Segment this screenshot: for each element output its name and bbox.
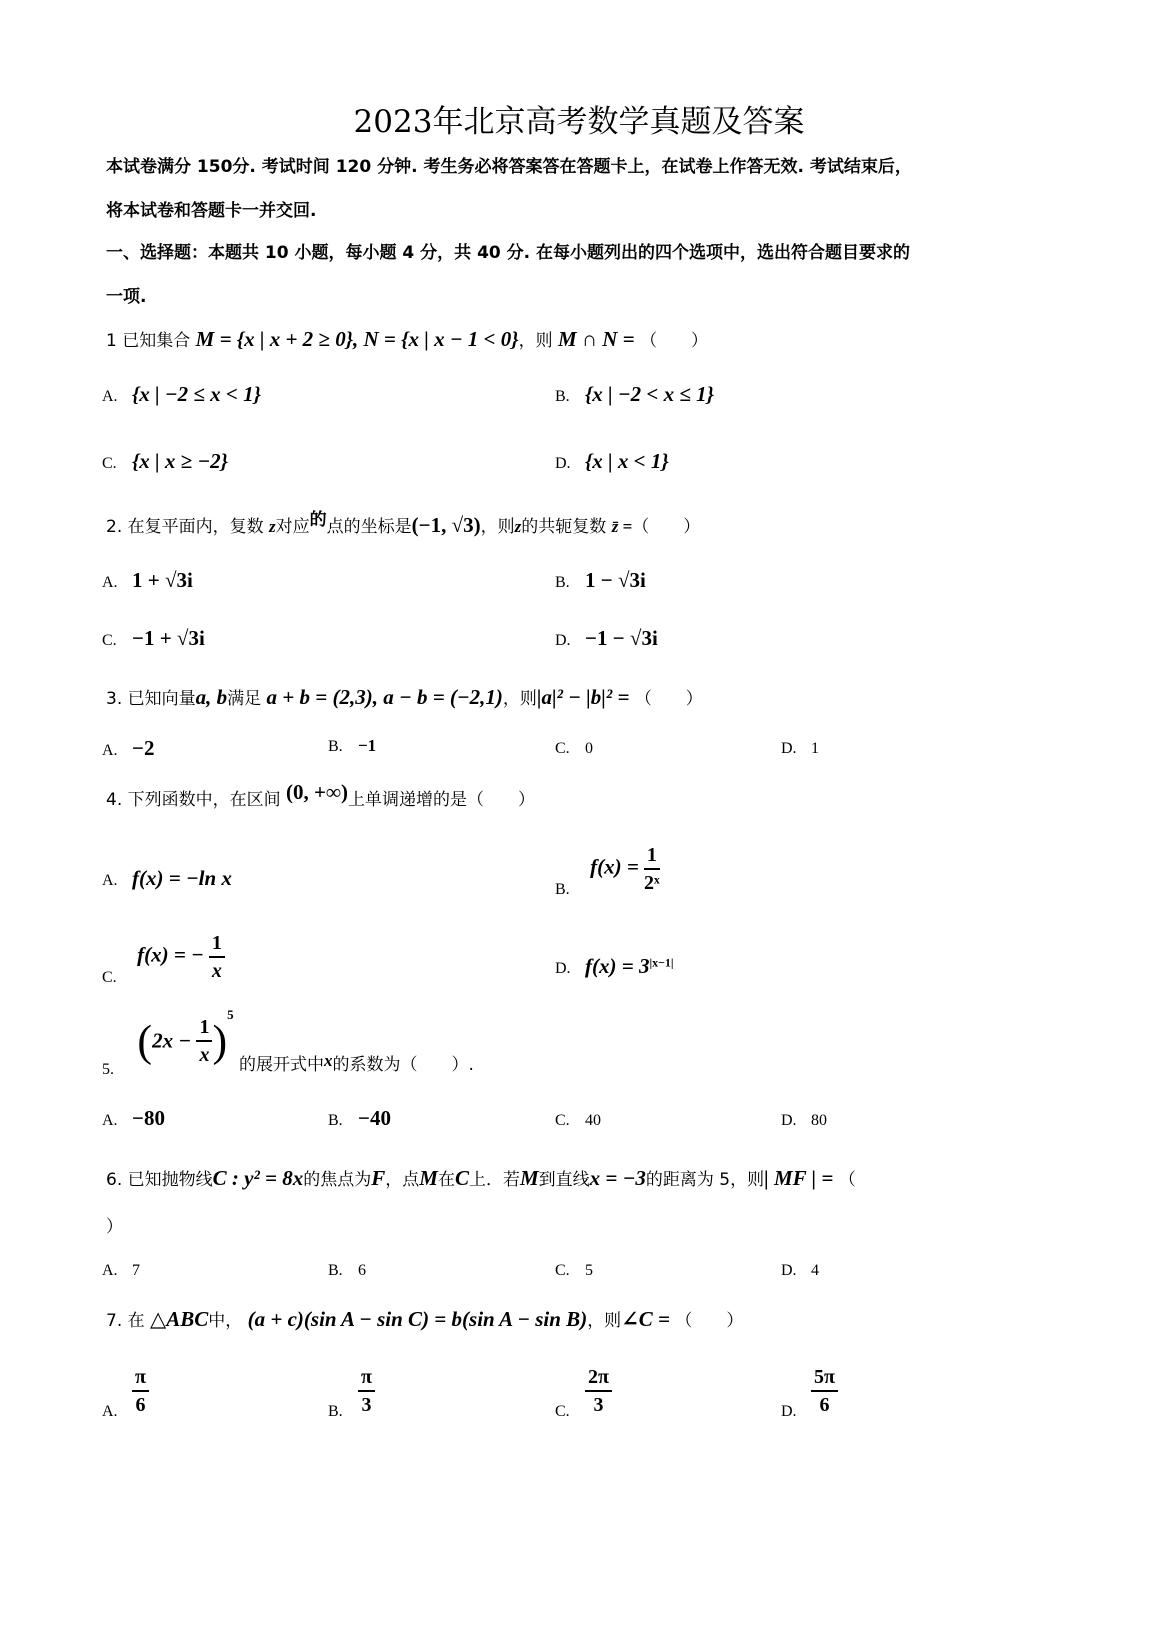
- question-5: [102, 1007, 474, 1079]
- section-heading-2: 一项.: [106, 287, 147, 307]
- option-b: [328, 736, 376, 756]
- option-a: [102, 568, 193, 593]
- math-expression: C : y² = 8x: [212, 1166, 304, 1190]
- fraction: [811, 1364, 838, 1418]
- option-value: 7: [132, 1262, 140, 1279]
- option-label: B.: [328, 1402, 343, 1420]
- denominator: x: [211, 960, 222, 982]
- option-label: B.: [328, 1112, 343, 1129]
- question-text: ，则: [502, 689, 537, 709]
- math-expression: z̄ =: [611, 517, 633, 536]
- option-value: 40: [585, 1112, 601, 1129]
- option-d: [555, 449, 669, 474]
- denominator: 6: [819, 1394, 830, 1416]
- numerator: π: [132, 1364, 149, 1392]
- option-math: {x | −2 ≤ x < 1}: [132, 382, 261, 406]
- math-expression: (a + c)(sin A − sin C) = b(sin A − sin B): [247, 1307, 588, 1331]
- option-c: [555, 740, 593, 758]
- option-label: B.: [555, 880, 570, 898]
- exponent: |x−1|: [649, 955, 674, 970]
- option-label: A.: [102, 574, 118, 591]
- intro-line-2: 将本试卷和答题卡一并交回.: [106, 201, 317, 221]
- math-symbol: M: [519, 1166, 539, 1190]
- question-text: 上．若: [468, 1170, 520, 1190]
- math-expression: ∠C =: [621, 1307, 671, 1331]
- option-label: B.: [555, 574, 570, 591]
- math-symbol: C: [454, 1166, 469, 1190]
- intro-line-1: 本试卷满分 150分. 考试时间 120 分钟. 考生务必将答案答在答题卡上，在试卷上作答无效. 考试结束后，: [106, 157, 912, 177]
- math-expression: M = {x | x + 2 ≥ 0}, N = {x | x − 1 < 0}: [195, 327, 519, 351]
- option-label: A.: [102, 1402, 118, 1420]
- question-text: 点的坐标是: [326, 517, 412, 537]
- question-text: 下列函数中，在区间: [127, 790, 281, 810]
- fraction: [209, 930, 225, 984]
- question-text: 已知集合: [122, 331, 191, 351]
- option-a: [102, 382, 261, 407]
- option-c: [555, 1112, 601, 1130]
- option-value: 5: [585, 1262, 593, 1279]
- question-text: ，则: [587, 1311, 622, 1331]
- numerator: 1: [209, 930, 225, 958]
- option-label: C.: [555, 1402, 570, 1420]
- option-a: [102, 736, 154, 761]
- option-label: B.: [328, 1262, 343, 1279]
- option-label: A.: [102, 1262, 118, 1279]
- question-text: 中，: [208, 1311, 243, 1331]
- option-c: [102, 626, 205, 651]
- question-7: [106, 1306, 743, 1332]
- question-6: [106, 1165, 856, 1191]
- question-text: ，则: [480, 517, 515, 537]
- question-text: 已知抛物线: [127, 1170, 213, 1190]
- option-a: [102, 866, 232, 891]
- question-text: 在: [127, 1311, 145, 1331]
- option-label: C.: [555, 1262, 570, 1279]
- option-value: 80: [811, 1112, 827, 1129]
- option-d: [555, 954, 674, 979]
- option-math: 1 − √3i: [585, 568, 646, 592]
- question-number: 4.: [106, 790, 123, 810]
- question-number: 5.: [102, 1061, 114, 1078]
- question-text: ，点: [385, 1170, 420, 1190]
- option-math: f(x) = −: [137, 942, 204, 967]
- option-math: 1 + √3i: [132, 568, 193, 592]
- option-label: C.: [102, 455, 117, 472]
- option-math: −1 − √3i: [585, 626, 658, 650]
- option-value: 0: [585, 740, 593, 757]
- numerator: 1: [196, 1014, 212, 1042]
- question-text: 在复平面内，复数: [127, 517, 264, 537]
- option-c: [555, 1262, 593, 1280]
- answer-blank-close: ）: [106, 1217, 123, 1237]
- question-1: [106, 326, 708, 352]
- fraction: [644, 842, 660, 896]
- option-label: A.: [102, 388, 118, 405]
- option-d: [555, 626, 658, 651]
- option-d: [781, 1112, 827, 1130]
- option-math: −80: [132, 1106, 165, 1130]
- question-text: 的系数为（ ）.: [332, 1055, 474, 1075]
- denominator: 3: [361, 1394, 372, 1416]
- right-paren: ): [212, 1016, 228, 1066]
- question-text: 满足: [227, 689, 262, 709]
- question-text: 的共轭复数: [521, 517, 607, 537]
- math-symbol: z: [514, 517, 522, 536]
- option-label: C.: [555, 1112, 570, 1129]
- answer-blank: （ ）: [632, 517, 701, 537]
- option-value: 1: [811, 740, 819, 757]
- option-label: D.: [555, 632, 571, 649]
- option-math: −40: [358, 1106, 391, 1130]
- math-symbol: x: [324, 1051, 333, 1070]
- math-expression: △ABC: [150, 1307, 209, 1331]
- question-2: [106, 512, 700, 538]
- fraction: [132, 1364, 149, 1418]
- option-b: [555, 568, 646, 593]
- option-d: [781, 1262, 819, 1280]
- fraction: [196, 1014, 212, 1068]
- option-value: 4: [811, 1262, 819, 1279]
- option-label: D.: [781, 1402, 797, 1420]
- numerator: 5π: [811, 1364, 838, 1392]
- option-b: [555, 382, 714, 407]
- question-number: 3.: [106, 689, 123, 709]
- option-label: D.: [781, 740, 797, 757]
- option-label: D.: [781, 1112, 797, 1129]
- math-symbol: M: [419, 1166, 438, 1190]
- math-expression: M ∩ N =: [558, 327, 635, 351]
- option-b: [328, 1262, 366, 1280]
- question-text: 的焦点为: [303, 1170, 372, 1190]
- option-a: [102, 1106, 165, 1131]
- section-heading-1: 一、选择题：本题共 10 小题，每小题 4 分，共 40 分. 在每小题列出的四个选项中，选出符合题目要求的: [106, 243, 911, 263]
- question-number: 1: [106, 331, 117, 351]
- option-math: −1 + √3i: [132, 626, 205, 650]
- option-math: −1: [358, 736, 377, 755]
- option-value: 6: [358, 1262, 366, 1279]
- question-3: [106, 684, 703, 710]
- option-math: f(x) = 3: [585, 954, 650, 978]
- answer-blank: （ ）: [640, 331, 709, 351]
- denominator: x: [199, 1044, 210, 1066]
- answer-blank: （ ）: [675, 1311, 744, 1331]
- question-number: 2.: [106, 517, 123, 537]
- math-symbol: z: [269, 517, 276, 536]
- question-4: [106, 780, 535, 811]
- math-expression: (−1, √3): [411, 513, 481, 537]
- question-text: 到直线: [538, 1170, 590, 1190]
- option-label: A.: [102, 1112, 118, 1129]
- option-label: B.: [328, 738, 343, 755]
- option-label: D.: [781, 1262, 797, 1279]
- math-expression: | MF | =: [764, 1166, 834, 1190]
- left-paren: (: [137, 1016, 153, 1066]
- math-expression: 2x −: [152, 1028, 192, 1053]
- option-label: D.: [555, 960, 571, 977]
- page-title: 2023年北京高考数学真题及答案: [353, 104, 805, 140]
- answer-blank: （: [838, 1170, 856, 1190]
- option-label: D.: [555, 455, 571, 472]
- option-c: [102, 930, 225, 987]
- denominator: 6: [135, 1394, 146, 1416]
- question-text: 上单调递增的是（ ）: [347, 790, 535, 810]
- option-d: [781, 740, 819, 758]
- question-number: 6.: [106, 1170, 123, 1190]
- exponent: 5: [227, 1007, 234, 1023]
- option-label: C.: [555, 740, 570, 757]
- question-number: 7.: [106, 1311, 123, 1331]
- option-label: C.: [102, 632, 117, 649]
- option-math: {x | x ≥ −2}: [132, 449, 228, 473]
- option-math: f(x) =: [590, 854, 639, 879]
- numerator: 1: [644, 842, 660, 870]
- option-b: [328, 1364, 375, 1421]
- denominator: 2ˣ: [644, 872, 660, 894]
- question-text: 的: [309, 510, 327, 530]
- math-expression: a + b = (2,3), a − b = (−2,1): [266, 685, 503, 709]
- question-text: 的距离为 5，则: [645, 1170, 765, 1190]
- fraction: [358, 1364, 375, 1418]
- question-text: 的展开式中: [239, 1055, 325, 1075]
- math-expression: (0, +∞): [286, 780, 348, 804]
- math-expression: x = −3: [589, 1166, 646, 1190]
- option-math: {x | −2 < x ≤ 1}: [585, 382, 714, 406]
- option-c: [102, 449, 228, 474]
- option-math: {x | x < 1}: [585, 449, 669, 473]
- question-text: 已知向量: [127, 689, 196, 709]
- answer-blank: （ ）: [634, 689, 703, 709]
- option-a: [102, 1364, 149, 1421]
- numerator: 2π: [585, 1364, 612, 1392]
- option-math: f(x) = −ln x: [132, 866, 232, 890]
- fraction: [585, 1364, 612, 1418]
- math-expression: a, b: [195, 685, 228, 709]
- question-text: 对应: [275, 517, 310, 537]
- option-b: [555, 842, 660, 899]
- denominator: 3: [593, 1394, 604, 1416]
- numerator: π: [358, 1364, 375, 1392]
- question-text: 在: [437, 1170, 455, 1190]
- option-b: [328, 1106, 391, 1131]
- option-label: C.: [102, 968, 117, 986]
- option-label: A.: [102, 742, 118, 759]
- option-math: −2: [132, 736, 155, 760]
- option-c: [555, 1364, 612, 1421]
- option-label: A.: [102, 872, 118, 889]
- math-symbol: F: [371, 1166, 386, 1190]
- option-d: [781, 1364, 838, 1421]
- math-expression: |a|² − |b|² =: [536, 685, 630, 709]
- option-label: B.: [555, 388, 570, 405]
- question-text: ，则: [518, 331, 553, 351]
- option-a: [102, 1262, 140, 1280]
